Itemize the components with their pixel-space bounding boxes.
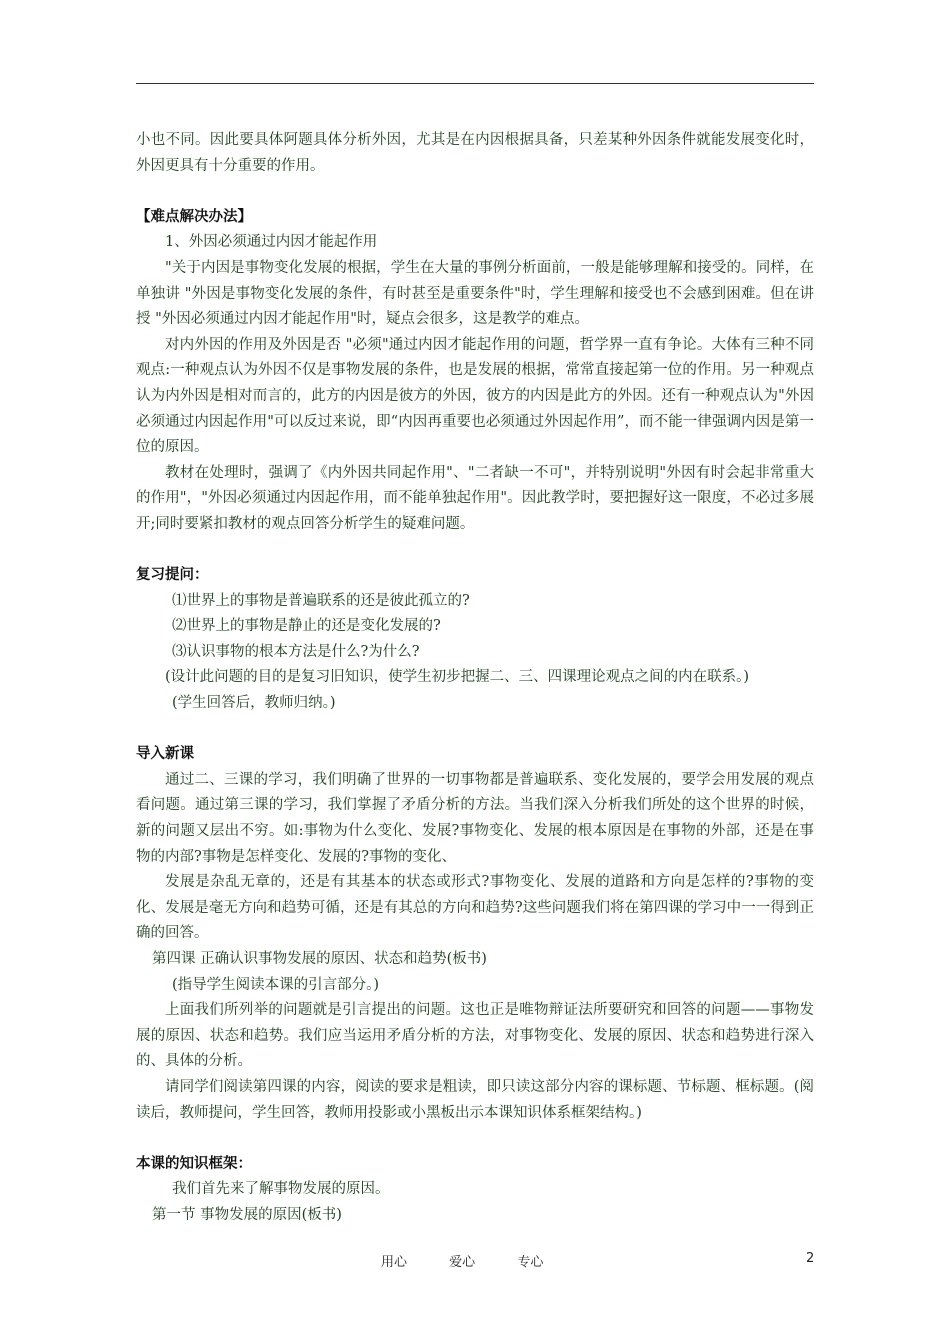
newlesson-paragraph-2: 发展是杂乱无章的，还是有其基本的状态或形式?事物变化、发展的道路和方向是怎样的?事物的变化、发展是毫无方向和趋势可循，还是有其总的方向和趋势?这些问题我们将在第四课的学习中一一得到正确的回答。	[136, 874, 814, 942]
lesson-title: 第四课 正确认识事物发展的原因、状态和趋势(板书)	[152, 951, 487, 967]
intro-paragraph: 小也不同。因此要具体阿题具体分析外因，尤其是在内因根据具备，只差某种外因条件就能发展变化时，外因更具有十分重要的作用。	[136, 132, 814, 174]
section-title-1: 第一节 事物发展的原因(板书)	[152, 1206, 342, 1223]
footer-motto-3: 专心	[517, 1255, 544, 1270]
newlesson-paragraph-4: 请同学们阅读第四课的内容，阅读的要求是粗读，即只读这部分内容的课标题、节标题、框标题。(阅读后，教师提问，学生回答，教师用投影或小黑板出示本课知识体系框架结构。)	[136, 1078, 814, 1121]
footer-motto	[381, 1251, 581, 1270]
newlesson-paragraph-1: 通过二、三课的学习，我们明确了世界的一切事物都是普遍联系、变化发展的，要学会用发展的观点看问题。通过第三课的学习，我们掌握了矛盾分析的方法。当我们深入分析我们所处的这个世界的时候，新的问题又层出不穷。如:事物为什么变化、发展?事物变化、发展的根本原因是在事物的外部，还是在事物的内部?事物是怎样变化、发展的?事物的变化、	[136, 771, 814, 865]
framework-paragraph-1: 我们首先来了解事物发展的原因。	[172, 1181, 390, 1198]
review-heading: 复习提问：	[136, 567, 209, 584]
difficulty-heading: 【难点解决办法】	[136, 208, 252, 225]
framework-heading: 本课的知识框架：	[136, 1155, 252, 1172]
difficulty-paragraph-3: 教材在处理时，强调了《内外因共同起作用"、"二者缺一不可"，并特别说明"外因有时会起非常重大的作用"，"外因必须通过内因起作用，而不能单独起作用"。因此教学时，要把握好这一限度，不必过多展开;同时要紧扣教材的观点回答分析学生的疑难问题。	[136, 464, 814, 532]
header-rule	[136, 83, 814, 84]
review-question-1: ⑴世界上的事物是普遍联系的还是彼此孤立的?	[172, 592, 470, 609]
difficulty-paragraph-2: 对内外因的作用及外因是否 "必须"通过内因才能起作用的问题，哲学界一直有争论。大体有三种不同观点:一种观点认为外因不仅是事物发展的条件，也是发展的根据，常常直接起第一位的作用。另一种观点认为内外因是相对而言的，此方的内因是彼方的外因，彼方的内因是此方的外因。还有一种观点认为"外因必须通过内因起作用"可以反过来说，即“内因再重要也必须通过外因起作用”，而不能一律强调内因是第一位的原因。	[136, 336, 814, 456]
newlesson-guide: (指导学生阅读本课的引言部分。)	[172, 976, 380, 993]
difficulty-paragraph-1: "关于内因是事物变化发展的根据，学生在大量的事例分析面前，一般是能够理解和接受的。同样，在单独讲 "外因是事物变化发展的条件，有时甚至是重要条件"时，学生理解和接受也不会感到困难。但在讲授 "外因必须通过内因才能起作用"时，疑点会很多，这是教学的难点。	[136, 259, 814, 328]
review-note: (设计此问题的目的是复习旧知识，使学生初步把握二、三、四课理论观点之间的内在联系。)	[165, 669, 750, 686]
footer-motto-2: 爱心	[449, 1255, 476, 1270]
difficulty-item-1: 1、外因必须通过内因才能起作用	[165, 234, 378, 251]
review-question-3: ⑶认识事物的根本方法是什么?为什么?	[172, 643, 420, 660]
review-question-2: ⑵世界上的事物是静止的还是变化发展的?	[172, 618, 441, 635]
page-number: 2	[806, 1251, 815, 1266]
document-body	[136, 128, 814, 1229]
footer-motto-1: 用心	[381, 1255, 408, 1270]
review-note-2: (学生回答后，教师归纳。)	[172, 695, 336, 712]
newlesson-heading: 导入新课	[136, 746, 194, 763]
newlesson-paragraph-3: 上面我们所列举的问题就是引言提出的问题。这也正是唯物辩证法所要研究和回答的问题——事物发展的原因、状态和趋势。我们应当运用矛盾分析的方法，对事物变化、发展的原因、状态和趋势进行深入的、具体的分析。	[136, 1002, 814, 1070]
